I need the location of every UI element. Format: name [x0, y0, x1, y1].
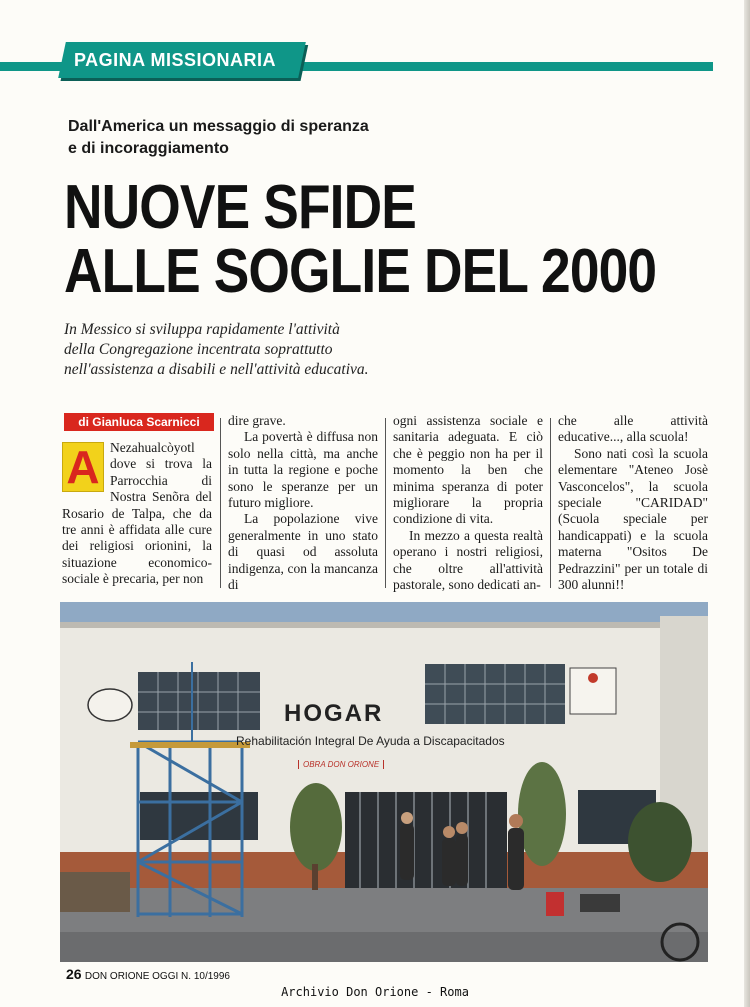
- paragraph: che alle attività educative..., alla scuola!: [558, 413, 708, 445]
- photo-hogar-building: [60, 602, 708, 962]
- article-subtitle: [68, 116, 448, 160]
- dropcap-letter: A: [66, 441, 100, 493]
- title-line-1: NUOVE SFIDE: [64, 173, 416, 242]
- archive-watermark: Archivio Don Orione - Roma: [281, 985, 469, 999]
- article-column-3: [393, 413, 543, 593]
- paragraph: Sono nati così la scuola elementare "Ateneo Josè Vasconcelos", la scuola speciale "CARIDAD" (Scuola speciale per handicappati) e la scuola materna "Ositos De Pedrazzini" per un totale di 300 alunni!!: [558, 445, 708, 593]
- paragraph: dire grave.: [228, 413, 286, 428]
- publication-issue: DON ORIONE OGGI N. 10/1996: [84, 971, 230, 982]
- article-column-2: [228, 413, 378, 593]
- page-number: 26: [66, 966, 82, 982]
- article-title: [64, 173, 657, 306]
- lede-line-3: nell'assistenza a disabili e nell'attività educativa.: [64, 361, 369, 378]
- lede-line-2: della Congregazione incentrata soprattutto: [64, 341, 333, 358]
- article-lede: [64, 320, 404, 380]
- subtitle-line-1: Dall'America un messaggio di speranza: [68, 118, 369, 135]
- subtitle-line-2: e di incoraggiamento: [68, 140, 229, 157]
- column-divider: [220, 418, 221, 588]
- column-divider: [550, 418, 551, 588]
- paragraph: Nezahualcòyotl dove si trova la Parrocchia di Nostra Senõra del Rosario de Talpa, che da tre anni è affidata alle cure dei religiosi orionini, la situazione economico-sociale è precaria, per non: [62, 440, 212, 587]
- column-divider: [385, 418, 386, 588]
- section-label: PAGINA MISSIONARIA: [74, 50, 277, 70]
- photo-illustration: [60, 602, 708, 962]
- paragraph: ogni assistenza sociale e sanitaria adeguata. E ciò che è peggio non ha per il momento la ben che minima speranza di poter migliorare la propria condizione di vita.: [393, 413, 543, 527]
- sign-subtitle: Rehabilitación Integral De Ayuda a Discapacitados: [236, 734, 505, 748]
- sign-title: HOGAR: [284, 700, 384, 727]
- page-edge: [744, 0, 750, 1007]
- article-column-1: [62, 440, 212, 588]
- paragraph: La popolazione vive generalmente in uno stato di quasi od assoluta indigenza, con la mancanza di: [228, 511, 378, 593]
- author-byline: di Gianluca Scarnicci: [64, 413, 214, 431]
- dropcap: [62, 442, 104, 492]
- page-footer: [66, 966, 230, 982]
- paragraph: In mezzo a questa realtà operano i nostri religiosi, che oltre all'attività pastorale, sono dedicati an-: [393, 527, 543, 593]
- lede-line-1: In Messico si sviluppa rapidamente l'attività: [64, 321, 340, 338]
- sign-tag: OBRA DON ORIONE: [298, 760, 384, 769]
- title-line-2: ALLE SOGLIE DEL 2000: [64, 237, 657, 306]
- article-column-4: [558, 413, 708, 593]
- paragraph: La povertà è diffusa non solo nella città, ma anche in tutta la regione e poche sono le speranze per un futuro migliore.: [228, 429, 378, 511]
